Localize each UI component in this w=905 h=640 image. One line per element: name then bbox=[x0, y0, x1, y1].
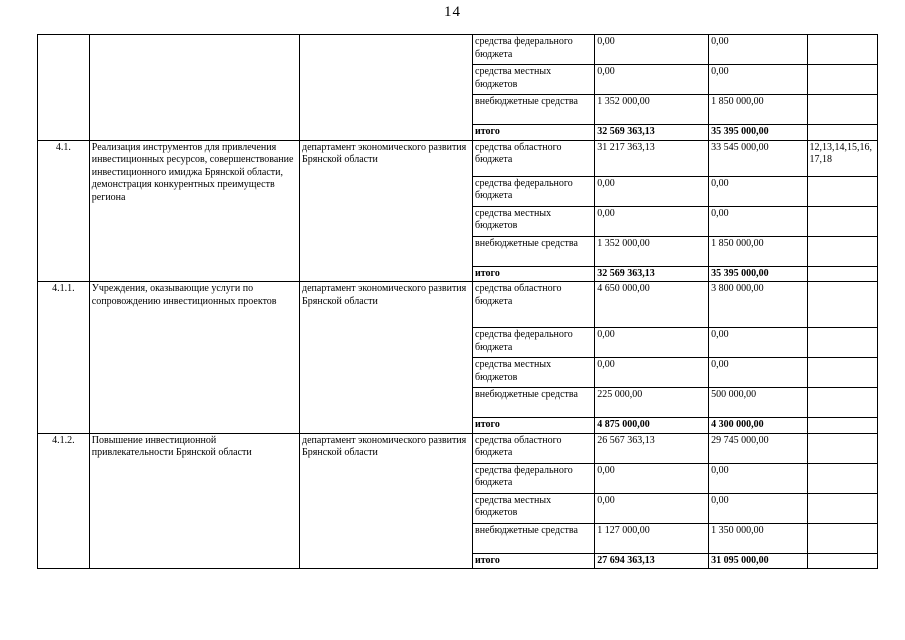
indicator-numbers-empty bbox=[807, 463, 877, 493]
indicator-numbers-empty bbox=[807, 65, 877, 95]
indicator-numbers bbox=[807, 433, 877, 463]
indicator-numbers-empty bbox=[807, 523, 877, 553]
table-row bbox=[38, 282, 878, 328]
indicator-numbers-empty bbox=[807, 266, 877, 282]
item-executor: департамент экономического развития Брянской области bbox=[300, 433, 473, 569]
amount-year-1: 32 569 363,13 bbox=[595, 125, 709, 141]
funding-source: средства областного бюджета bbox=[473, 282, 595, 328]
table-row bbox=[38, 140, 878, 176]
item-name bbox=[89, 35, 299, 141]
amount-year-1: 0,00 bbox=[595, 463, 709, 493]
indicator-numbers: 12,13,14,15,16, 17,18 bbox=[807, 140, 877, 176]
amount-year-1: 27 694 363,13 bbox=[595, 553, 709, 569]
amount-year-2: 1 850 000,00 bbox=[709, 236, 807, 266]
amount-year-1: 4 875 000,00 bbox=[595, 418, 709, 434]
amount-year-1: 1 127 000,00 bbox=[595, 523, 709, 553]
amount-year-1: 225 000,00 bbox=[595, 388, 709, 418]
item-executor bbox=[300, 35, 473, 141]
funding-source: средства областного бюджета bbox=[473, 140, 595, 176]
amount-year-2: 500 000,00 bbox=[709, 388, 807, 418]
amount-year-1: 0,00 bbox=[595, 176, 709, 206]
amount-year-2: 0,00 bbox=[709, 206, 807, 236]
funding-source: средства федерального бюджета bbox=[473, 35, 595, 65]
amount-year-2: 0,00 bbox=[709, 328, 807, 358]
item-name: Повышение инвестиционной привлекательности Брянской области bbox=[89, 433, 299, 569]
indicator-numbers-empty bbox=[807, 328, 877, 358]
indicator-numbers-empty bbox=[807, 236, 877, 266]
amount-year-2: 31 095 000,00 bbox=[709, 553, 807, 569]
amount-year-2: 1 350 000,00 bbox=[709, 523, 807, 553]
amount-year-1: 0,00 bbox=[595, 206, 709, 236]
funding-source: средства местных бюджетов bbox=[473, 358, 595, 388]
amount-year-1: 0,00 bbox=[595, 358, 709, 388]
indicator-numbers-empty bbox=[807, 493, 877, 523]
indicator-numbers-empty bbox=[807, 388, 877, 418]
item-executor: департамент экономического развития Брянской области bbox=[300, 140, 473, 282]
amount-year-1: 26 567 363,13 bbox=[595, 433, 709, 463]
item-name: Реализация инструментов для привлечения инвестиционных ресурсов, совершенствование инвестиционного имиджа Брянской области, демонстрация конкурентных преимуществ региона bbox=[89, 140, 299, 282]
funding-source: итого bbox=[473, 125, 595, 141]
indicator-numbers-empty bbox=[807, 125, 877, 141]
amount-year-1: 0,00 bbox=[595, 493, 709, 523]
page-number: 14 bbox=[444, 4, 461, 20]
table-row bbox=[38, 433, 878, 463]
indicator-numbers-empty bbox=[807, 95, 877, 125]
amount-year-2: 0,00 bbox=[709, 35, 807, 65]
funding-source: средства местных бюджетов bbox=[473, 493, 595, 523]
amount-year-2: 3 800 000,00 bbox=[709, 282, 807, 328]
indicator-numbers-empty bbox=[807, 418, 877, 434]
funding-source: внебюджетные средства bbox=[473, 523, 595, 553]
funding-source: средства федерального бюджета bbox=[473, 328, 595, 358]
amount-year-1: 0,00 bbox=[595, 65, 709, 95]
amount-year-2: 0,00 bbox=[709, 176, 807, 206]
indicator-numbers-empty bbox=[807, 176, 877, 206]
amount-year-2: 1 850 000,00 bbox=[709, 95, 807, 125]
item-number: 4.1. bbox=[38, 140, 90, 282]
funding-source: средства федерального бюджета bbox=[473, 463, 595, 493]
indicator-numbers-empty bbox=[807, 553, 877, 569]
amount-year-1: 4 650 000,00 bbox=[595, 282, 709, 328]
budget-table-body bbox=[38, 35, 878, 569]
table-row bbox=[38, 35, 878, 65]
funding-source: средства областного бюджета bbox=[473, 433, 595, 463]
amount-year-1: 0,00 bbox=[595, 35, 709, 65]
item-number: 4.1.2. bbox=[38, 433, 90, 569]
item-executor: департамент экономического развития Брянской области bbox=[300, 282, 473, 434]
indicator-numbers bbox=[807, 35, 877, 65]
item-name: Учреждения, оказывающие услуги по сопровождению инвестиционных проектов bbox=[89, 282, 299, 434]
amount-year-1: 32 569 363,13 bbox=[595, 266, 709, 282]
funding-source: итого bbox=[473, 418, 595, 434]
item-number: 4.1.1. bbox=[38, 282, 90, 434]
amount-year-2: 35 395 000,00 bbox=[709, 125, 807, 141]
budget-table bbox=[37, 34, 878, 569]
amount-year-2: 29 745 000,00 bbox=[709, 433, 807, 463]
amount-year-1: 1 352 000,00 bbox=[595, 95, 709, 125]
funding-source: итого bbox=[473, 553, 595, 569]
amount-year-1: 0,00 bbox=[595, 328, 709, 358]
indicator-numbers bbox=[807, 282, 877, 328]
amount-year-2: 4 300 000,00 bbox=[709, 418, 807, 434]
amount-year-2: 33 545 000,00 bbox=[709, 140, 807, 176]
funding-source: внебюджетные средства bbox=[473, 388, 595, 418]
amount-year-2: 0,00 bbox=[709, 65, 807, 95]
item-number bbox=[38, 35, 90, 141]
amount-year-2: 0,00 bbox=[709, 493, 807, 523]
amount-year-1: 1 352 000,00 bbox=[595, 236, 709, 266]
funding-source: внебюджетные средства bbox=[473, 95, 595, 125]
amount-year-2: 0,00 bbox=[709, 358, 807, 388]
amount-year-2: 35 395 000,00 bbox=[709, 266, 807, 282]
funding-source: средства федерального бюджета bbox=[473, 176, 595, 206]
funding-source: итого bbox=[473, 266, 595, 282]
indicator-numbers-empty bbox=[807, 206, 877, 236]
amount-year-2: 0,00 bbox=[709, 463, 807, 493]
indicator-numbers-empty bbox=[807, 358, 877, 388]
amount-year-1: 31 217 363,13 bbox=[595, 140, 709, 176]
funding-source: внебюджетные средства bbox=[473, 236, 595, 266]
funding-source: средства местных бюджетов bbox=[473, 206, 595, 236]
funding-source: средства местных бюджетов bbox=[473, 65, 595, 95]
